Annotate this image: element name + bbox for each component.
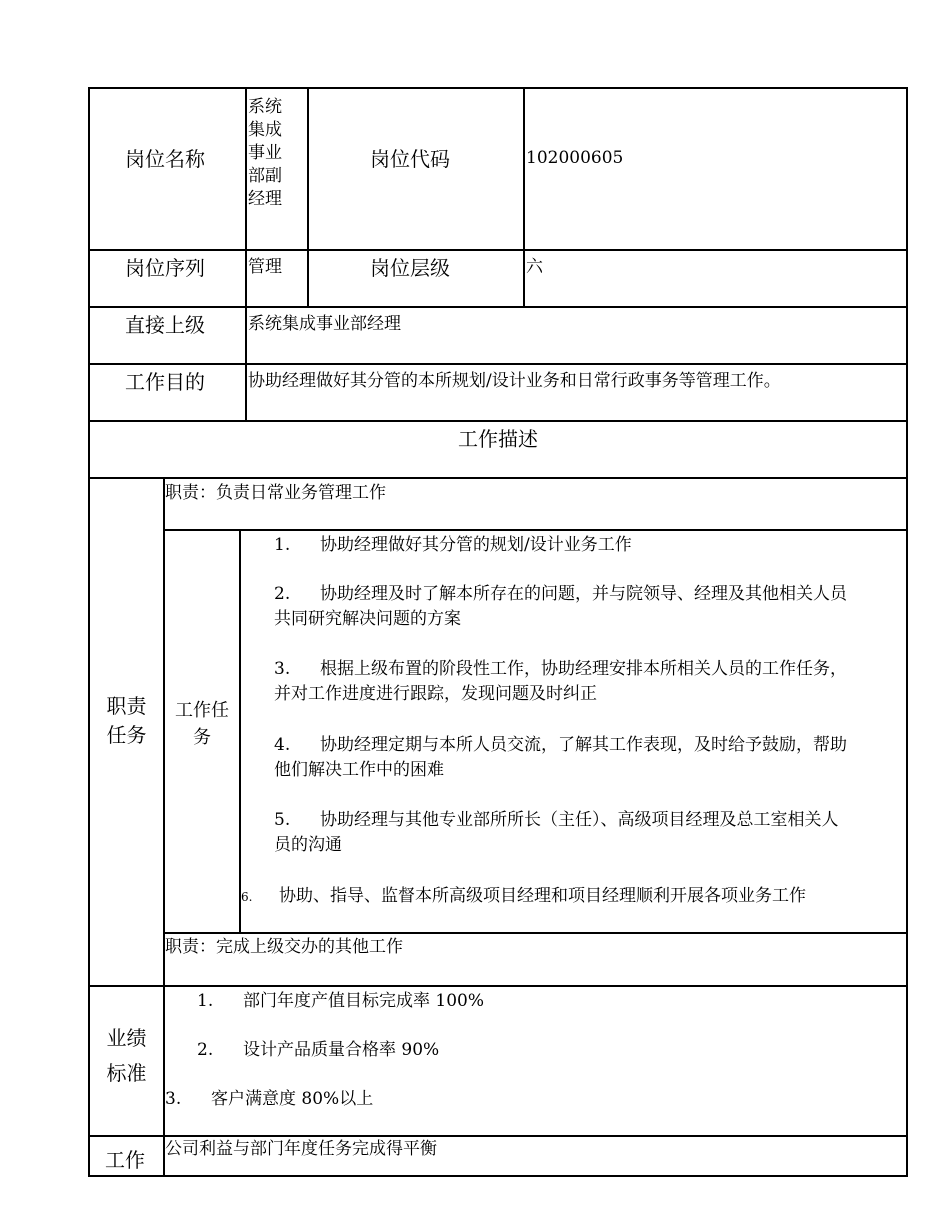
table-border	[88, 306, 908, 308]
task-item: 2. 协助经理及时了解本所存在的问题，并与院领导、经理及其他相关人员 共同研究解决问题的方案	[274, 584, 847, 629]
position-code-label: 岗位代码	[370, 147, 450, 171]
performance-item: 1. 部门年度产值目标完成率 100%	[197, 991, 485, 1011]
task-item: 6. 协助、指导、监督本所高级项目经理和项目经理顺利开展各项业务工作	[241, 886, 806, 906]
superior-label: 直接上级	[125, 313, 205, 337]
table-border	[307, 87, 309, 308]
duties-section-label: 职责 任务	[106, 694, 147, 747]
table-border	[239, 529, 241, 934]
task-label: 工作任 务	[175, 700, 229, 748]
task-item: 5. 协助经理与其他专业部所所长（主任）、高级项目经理及总工室相关人 员的沟通	[274, 810, 839, 855]
table-border	[163, 477, 165, 1177]
table-border	[906, 87, 908, 1177]
task-item: 3. 根据上级布置的阶段性工作，协助经理安排本所相关人员的工作任务， 并对工作进度进行跟踪，发现问题及时纠正	[274, 659, 847, 704]
table-border	[88, 985, 908, 987]
superior-value: 系统集成事业部经理	[248, 314, 401, 334]
table-border	[523, 87, 525, 308]
table-border	[245, 87, 247, 422]
performance-label: 业绩 标准	[106, 1026, 147, 1085]
table-border	[88, 420, 908, 422]
sequence-value: 管理	[248, 257, 282, 277]
table-border	[88, 477, 908, 479]
performance-item: 2. 设计产品质量合格率 90%	[197, 1040, 440, 1060]
task-item: 4. 协助经理定期与本所人员交流，了解其工作表现，及时给予鼓励，帮助 他们解决工作中的困难	[274, 735, 847, 780]
table-border	[88, 87, 908, 89]
work-label: 工作	[105, 1148, 145, 1172]
sequence-label: 岗位序列	[125, 256, 205, 280]
table-border	[88, 1175, 908, 1177]
table-border	[164, 529, 908, 531]
level-value: 六	[526, 257, 543, 277]
table-border	[88, 363, 908, 365]
duty-1: 职责：负责日常业务管理工作	[165, 483, 386, 503]
position-name-label: 岗位名称	[125, 147, 205, 171]
performance-item: 3. 客户满意度 80%以上	[165, 1089, 374, 1109]
position-code-value: 102000605	[526, 148, 624, 168]
task-item: 1. 协助经理做好其分管的规划/设计业务工作	[274, 535, 632, 555]
duty-2: 职责：完成上级交办的其他工作	[165, 937, 403, 957]
work-value: 公司利益与部门年度任务完成得平衡	[165, 1139, 437, 1159]
position-name-value: 系统 集成 事业 部副 经理	[248, 97, 282, 209]
table-border	[88, 249, 908, 251]
level-label: 岗位层级	[370, 256, 450, 280]
table-border	[164, 932, 908, 934]
table-border	[88, 1135, 908, 1137]
purpose-label: 工作目的	[125, 370, 205, 394]
purpose-value: 协助经理做好其分管的本所规划/设计业务和日常行政事务等管理工作。	[248, 371, 781, 391]
description-title: 工作描述	[458, 427, 538, 451]
table-border	[88, 87, 90, 1177]
